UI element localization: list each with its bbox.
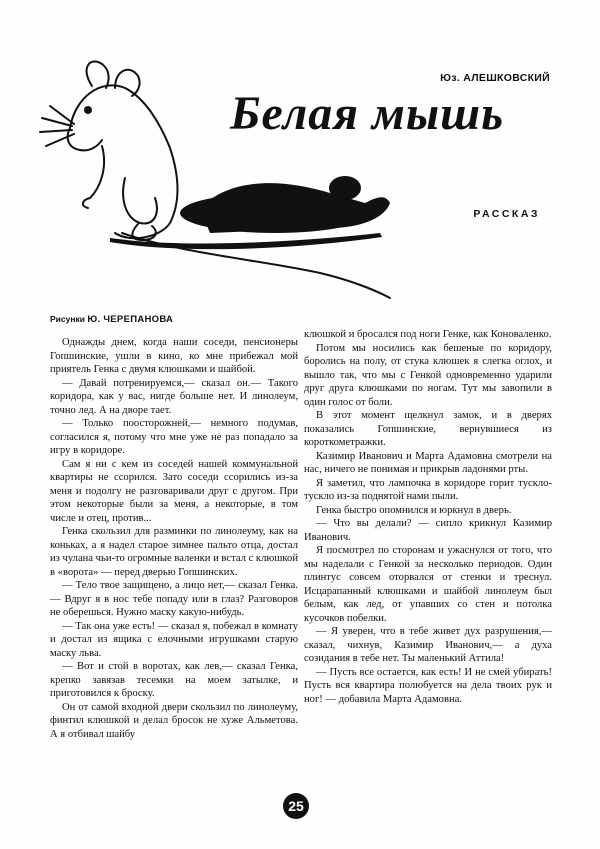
page-number-badge: 25 [283,793,309,819]
paragraph: — Так она уже есть! — сказал я, побежал в комнату и достал из ящика с елочными игрушками старую маску льва. [50,620,298,659]
credit-artist: Ю. ЧЕРЕПАНОВА [87,314,174,325]
paragraph: — Вот и стой в воротах, как лев,— сказал Генка, крепко завязав тесемки на моем затылке, и приготовился к броску. [50,661,298,699]
credit-label: Рисунки [50,314,85,324]
paragraph: — Пусть все остается, как есть! И не смей убирать! Пусть вся квартира полюбуется на дела твоих рук и ног! — добавила Марта Адамовна. [304,666,552,705]
text-column-left [50,336,298,741]
paragraph: Генка быстро опомнился и юркнул в дверь. [316,504,512,516]
paragraph: Генка скользил для разминки по линолеуму, как на коньках, а я надел старое зимнее пальто отца, достал из чулана чьи-то огромные валенки и встал с клюшкой в «ворота» — перед дверью Гопшинских. [50,526,298,578]
paragraph: В этот момент щелкнул замок, и в дверях показались Гопшинские, вернувшиеся из короткометражки. [304,410,552,448]
paragraph: — Только поосторожней,— немного подумав, согласился я, потому что мне уже не раз попадало за игру в коридоре. [50,418,298,456]
paragraph: Однажды днем, когда наши соседи, пенсионеры Гопшинские, ушли в кино, ко мне прибежал мой приятель Генка с двумя клюшками и шайбой. [50,337,298,375]
paragraph: Я посмотрел по сторонам и ужаснулся от того, что мы наделали с Генкой за несколько периодов. Один плинтус совсем оторвался от стенки и треснул. Исцарапанный клюшками и шайбой линолеум был белым, как лед, от упавших со стен и потолка кусочков побелки. [304,545,552,624]
paragraph: Сам я ни с кем из соседей нашей коммунальной квартиры не ссорился. Зато соседи ссорились из-за меня и подолгу не разговаривали друг с другом. При этом некоторые были за меня, а некоторые, в том числе и отец, против... [50,458,298,524]
paragraph: Казимир Иванович и Марта Адамовна смотрели на нас, ничего не понимая и прикрыв ладонями рты. [304,450,552,475]
mouse-illustration [30,28,410,310]
text-column-right [304,328,552,706]
genre-label: РАССКАЗ [473,208,540,220]
paragraph: — Тело твое защищено, а лицо нет,— сказал Генка.— Вдруг я в нос тебе попаду или в глаз? Разговоров не оберешься. Нужно маску какую-нибудь. [50,580,298,618]
paragraph: Потом мы носились как бешеные по коридору, боролись на полу, от стука клюшек я слегка оглох, и вышло так, что мы с Генкой одновременно ударили друг друга клюшками по ногам. Тут мы завопили в один голос от боли. [304,342,552,408]
author-name: Юз. АЛЕШКОВСКИЙ [440,72,550,84]
paragraph: Он от самой входной двери скользил по линолеуму, финтил клюшкой и делал бросок не хуже Альметова. А я отбивал шайбу [50,701,298,740]
illustration-credit [50,314,173,325]
paragraph: Я заметил, что лампочка в коридоре горит тускло-тускло из-за поднятой нами пыли. [304,477,552,502]
paragraph: — Что вы делали? — сипло крикнул Казимир Иванович. [304,518,552,543]
story-title: Белая мышь [230,87,505,140]
paragraph: — Давай потренируемся,— сказал он.— Такого коридора, как у вас, нигде больше нет. И линолеум, точно лед. А на дворе тает. [50,377,298,416]
paragraph: — Я уверен, что в тебе живет дух разрушения,— сказал, чихнув, Казимир Иванович,— а духа созидания в тебе нет. Ты маленький Аттила! [304,626,552,664]
paragraph: клюшкой и бросался под ноги Генке, как Коноваленко. [304,329,552,340]
